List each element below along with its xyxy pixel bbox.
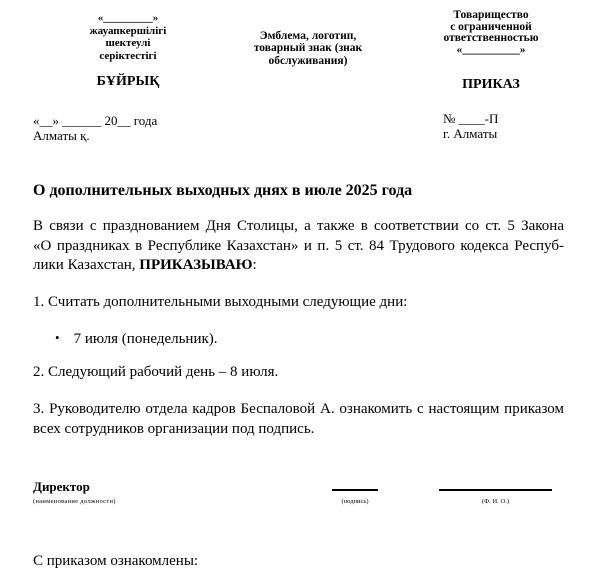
holiday-bullet-item — [55, 330, 218, 348]
number-place-block — [443, 112, 498, 141]
signer-position-hint: (наименование должности) — [33, 498, 116, 505]
order-item-3 — [33, 400, 564, 439]
company-form-kz-line2: шектеулі — [105, 37, 151, 49]
signature-line — [332, 489, 378, 491]
emblem-line1: Эмблема, логотип, — [259, 30, 357, 42]
holiday-date-text: 7 июля (понедельник). — [73, 331, 218, 347]
company-form-kz-line3: серіктестігі — [99, 49, 157, 62]
document-title: О дополнительных выходных днях в июле 2025 года — [33, 182, 413, 199]
company-form-ru-line3: ответственностью — [443, 32, 539, 45]
full-name-hint: (Ф. И. О.) — [482, 498, 509, 505]
preamble-line1: В связи с празднованием Дня Столицы, а также в соответствии со ст. 5 Закона — [33, 218, 564, 234]
acknowledged-label: С приказом ознакомлены: — [33, 553, 199, 569]
emblem-line3: обслуживания) — [268, 54, 348, 67]
bullet-icon: • — [55, 330, 60, 345]
emblem-line2: товарный знак (знак — [253, 42, 363, 55]
date-blank-line: «__» ______ 20__ года — [33, 113, 158, 128]
order-heading-russian: ПРИКАЗ — [462, 77, 520, 92]
company-form-ru-line2: с ограниченной — [450, 20, 532, 33]
company-form-ru-line1: Товарищество — [453, 9, 529, 21]
date-place-block — [33, 114, 157, 143]
order-item-1: 1. Считать дополнительными выходными следующие дни: — [33, 294, 408, 310]
order-item-2: 2. Следующий рабочий день – 8 июля. — [33, 364, 279, 380]
signer-position: Директор — [33, 479, 90, 494]
city-russian: г. Алматы — [443, 125, 498, 141]
preamble-paragraph — [33, 217, 564, 276]
preamble-line3-text: лики Казахстан, — [33, 257, 140, 273]
company-name-blank-kz: «_________» — [97, 12, 159, 24]
order-number-blank: № ____-П — [443, 111, 499, 126]
order-item-3-line2: всех сотрудников организации под подпись. — [33, 420, 315, 437]
preamble-line2: «О праздниках в Республике Казахстан» и п. 5 ст. 84 Трудового кодекса Респуб- — [33, 237, 564, 254]
preamble-line3-colon: : — [252, 257, 257, 273]
company-form-kz-line1: жауапкершілігі — [89, 24, 167, 37]
emblem-placeholder-block — [225, 30, 391, 67]
order-heading-kazakh: БҰЙРЫҚ — [96, 74, 160, 89]
full-name-line — [439, 489, 552, 491]
company-name-russian-block — [411, 10, 571, 56]
order-verb-bold: ПРИКАЗЫВАЮ — [139, 257, 253, 273]
city-kazakh: Алматы қ. — [33, 127, 90, 143]
preamble-line3 — [33, 256, 564, 276]
order-item-3-line1: 3. Руководителю отдела кадров Беспаловой А. ознакомить с настоящим приказом — [33, 401, 564, 417]
company-name-blank-ru: «__________» — [456, 43, 526, 56]
signature-hint: (подпись) — [341, 498, 369, 505]
company-name-kazakh-block — [48, 12, 208, 62]
